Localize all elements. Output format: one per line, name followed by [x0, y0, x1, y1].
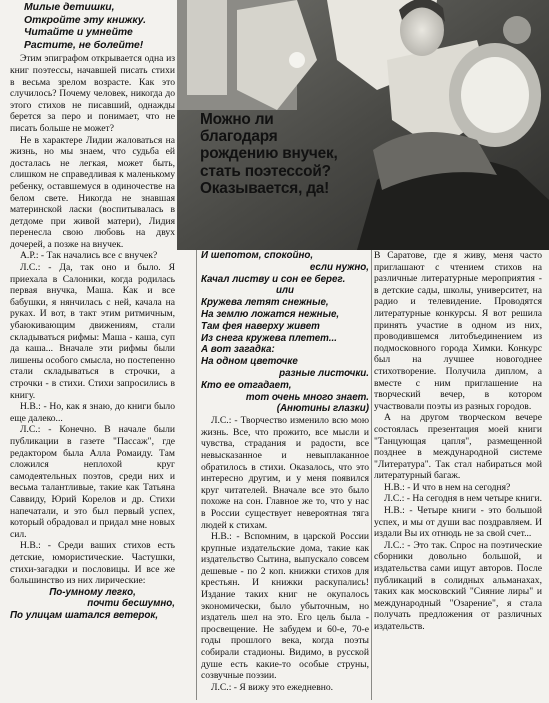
article-headline: [200, 111, 375, 197]
poem-line: По-умному легко,: [49, 586, 136, 598]
poem-line: или: [275, 285, 295, 297]
poem-line: На землю ложатся нежные,: [201, 308, 340, 320]
paragraph: Не в характере Лидии жаловаться на жизнь, но мы знаем, что судьба ей досталась не легкая, может быть, слишком не справедливая к маленькому ребенку, оставшемуся в одиночестве на белом свете. Никогда не знавшая материнской ласки (воспитывалась в детдоме при живой матери), Лидия перенесла свою любовь на двух дочерей, а позже на внучек.: [10, 134, 175, 250]
poem-fragment: [10, 587, 175, 622]
epigraph-line: Растите, не болейте!: [24, 39, 144, 51]
poem-line: если нужно,: [309, 261, 369, 273]
poem-line: По улицам шатался ветерок,: [10, 610, 159, 622]
paragraph: Н.В.: - Вспомним, в царской России крупные издательские дома, такие как издательство Сытина, выпускало совсем дешевые - по 2 коп. книжки стихов для крестьян. И книжки раскупались! Издание таких книг не окупалось экономически, было убыточным, но издатель шел на это. Его цель была - просвещение. Не забудем и 60-е, 70-е годы прошлого века, когда поэты собирали стадионы. Видимо, в русской душе есть какие-то особые струны, созвучные поэзии.: [201, 531, 369, 682]
column-3: [374, 250, 542, 702]
paragraph: Н.В.: - Но, как я знаю, до книги было еще далеко...: [10, 401, 175, 424]
epigraph-line: Откройте эту книжку.: [24, 14, 146, 26]
poem: [201, 250, 369, 415]
poem-line: Там фея наверху живет: [201, 320, 320, 332]
headline-line: стать поэтессой?: [200, 162, 331, 180]
paragraph: Л.С.: - Это так. Спрос на поэтические сборники довольно большой, и издательства сами ищут авторов. После публикаций в солидных альманахах, таких как московский "Сияние лиры" и международный "Озарение", я стала получать предложения от различных издательств.: [374, 539, 542, 632]
epigraph-line: Милые детишки,: [24, 2, 115, 13]
column-1: [10, 2, 175, 702]
paragraph: А.Р.: - Так начались все с внучек?: [20, 250, 158, 262]
paragraph: Л.С.: - Да, так оно и было. Я приехала в Салоники, когда родилась первая внучка, Маша. Как и все бабушки, я нянчилась с ней, качала на руках. И вот, в такт этим ритмичным, убаюкивающим движениям, стали складываться рифмы: Маша - каша, суп да каша... Вначале эти рифмы были лишены особого смысла, но постепенно стали складываться в строчки, а строчки - в стихи. Стихи запросились в книгу.: [10, 262, 175, 401]
poem-line: почти бесшумно,: [87, 598, 175, 610]
paragraph: Этим эпиграфом открывается одна из книг поэтессы, начавшей писать стихи в весьма зрелом возрасте. Как это случилось? Почему человек, никогда до этого стихов не писавший, однажды берется за перо и понимает, что не писать больше не может?: [10, 53, 175, 134]
poem-line: А вот загадка:: [201, 344, 275, 356]
poem-line: разные листочки.: [279, 367, 369, 379]
poem-line: (Анютины глазки): [276, 403, 369, 415]
poem-line: Кто ее отгадает,: [201, 379, 292, 391]
column-divider: [371, 250, 372, 700]
poem-line: тот очень много знает.: [245, 391, 369, 403]
column-divider: [196, 250, 197, 700]
paragraph: Н.В.: - Четыре книги - это большой успех, и мы от души вас поздравляем. И издали Вы их отнюдь не за свой счет...: [374, 505, 542, 540]
poem-line: Качал листву и сон ее берег.: [201, 273, 346, 285]
poem-line: Из снега кружева плетет...: [201, 332, 337, 344]
poem-line: И шепотом, спокойно,: [201, 250, 314, 261]
headline-line: благодаря: [200, 128, 278, 146]
headline-line: рождению внучек,: [200, 145, 338, 163]
epigraph: [24, 2, 175, 52]
headline-line: Оказывается, да!: [200, 179, 330, 197]
paragraph: Н.В.: - Среди ваших стихов есть детские, юмористические. Частушки, стихи-загадки и пословицы. И все же большинство из них лирические:: [10, 540, 175, 587]
paragraph: А на другом творческом вечере состоялась презентация моей книги "Танцующая цапля", размещенной позднее в международной системе "Литература". Так стал набираться мой литературный багаж.: [374, 412, 542, 482]
paragraph: Л.С.: - На сегодня в нем четыре книги.: [384, 493, 542, 505]
poem-line: На одном цветочке: [201, 356, 298, 368]
poem-line: Кружева летят снежные,: [201, 297, 329, 309]
paragraph: В Саратове, где я живу, меня часто приглашают с чтением стихов на различные литературные мероприятия - в детские сады, школы, университет, на радио и телевидение. Проводятся литературные конкурсы. Я вот решила принять участие в одном из них, проводившемся литобъединением из подмосковного города Химки. Конкурс был на лучшее новогоднее стихотворение. Получила диплом, а вместе с ним приглашение на творческий вечер, в котором участвовали поэты из разных городов.: [374, 250, 542, 412]
paragraph: Л.С.: - Я вижу это ежедневно.: [211, 681, 334, 693]
paragraph: Л.С.: - Конечно. В начале были публикации в газете "Пассаж", где редактором была Алла Ромаиду. Там сложился неплохой круг самодеятельных поэтов, среди них и весьма талантливые, такие как Татьяна Саввиду, Юрий Корелов и др. Стихи напечатали, и это был первый успех, который обрадовал и придал мне новых сил.: [10, 424, 175, 540]
paragraph: Л.С.: - Творчество изменило всю мою жизнь. Все, что прожито, все мысли и чувства, страдания и радости, все невысказанное и невыплаканное обратилось в стихи. Оказалось, что это интересно другим, и у меня появился круг читателей. Вначале все это было похоже на сон. Главное же то, что у нас в России существует невероятная тяга людей к стихам.: [201, 415, 369, 531]
paragraph: Н.В.: - И что в нем на сегодня?: [384, 481, 511, 493]
headline-line: Можно ли: [200, 111, 274, 128]
epigraph-line: Читайте и умнейте: [24, 27, 133, 39]
column-2: [201, 250, 369, 702]
